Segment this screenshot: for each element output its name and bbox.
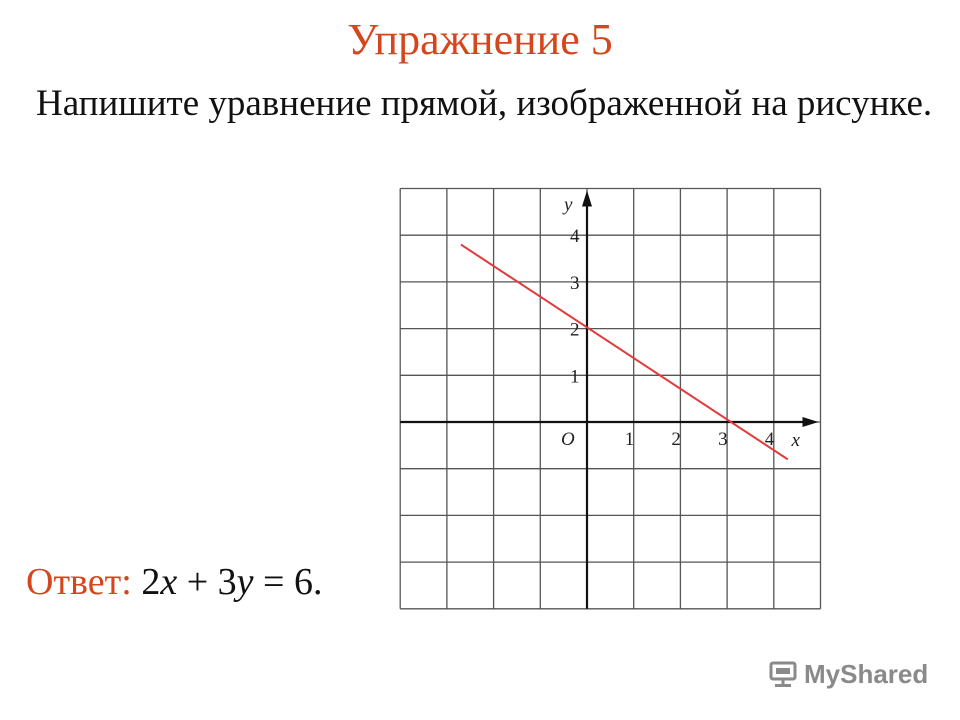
- task-text: Напишите уравнение прямой, изображенной на рисунке.: [36, 83, 933, 124]
- x-tick-label: 2: [671, 429, 681, 450]
- y-tick-label: 4: [570, 226, 580, 248]
- presentation-board-icon: [768, 659, 798, 689]
- brand-logo: [768, 657, 928, 691]
- y-axis-label: y: [564, 194, 573, 216]
- x-axis-label: x: [791, 430, 800, 451]
- y-tick-label: 2: [570, 319, 580, 341]
- slide-title: Упражнение 5: [347, 15, 613, 64]
- y-tick-label: 1: [570, 366, 580, 388]
- answer-equation: 2x + 3y = 6.: [141, 561, 323, 603]
- grid: [400, 189, 820, 609]
- axes: [400, 191, 818, 609]
- x-tick-label: 1: [624, 429, 635, 450]
- origin-label: O: [561, 429, 575, 450]
- y-tick-label: 3: [570, 272, 580, 294]
- brand-text: MyShared: [804, 658, 929, 689]
- x-tick-label: 4: [764, 429, 775, 450]
- x-axis-arrow: [803, 417, 819, 427]
- series-line: [461, 245, 788, 460]
- answer-label: Ответ:: [26, 561, 132, 603]
- y-axis-arrow: [582, 191, 592, 207]
- x-tick-label: 3: [718, 429, 728, 450]
- answer: [26, 560, 322, 604]
- plotted-line: [461, 245, 788, 460]
